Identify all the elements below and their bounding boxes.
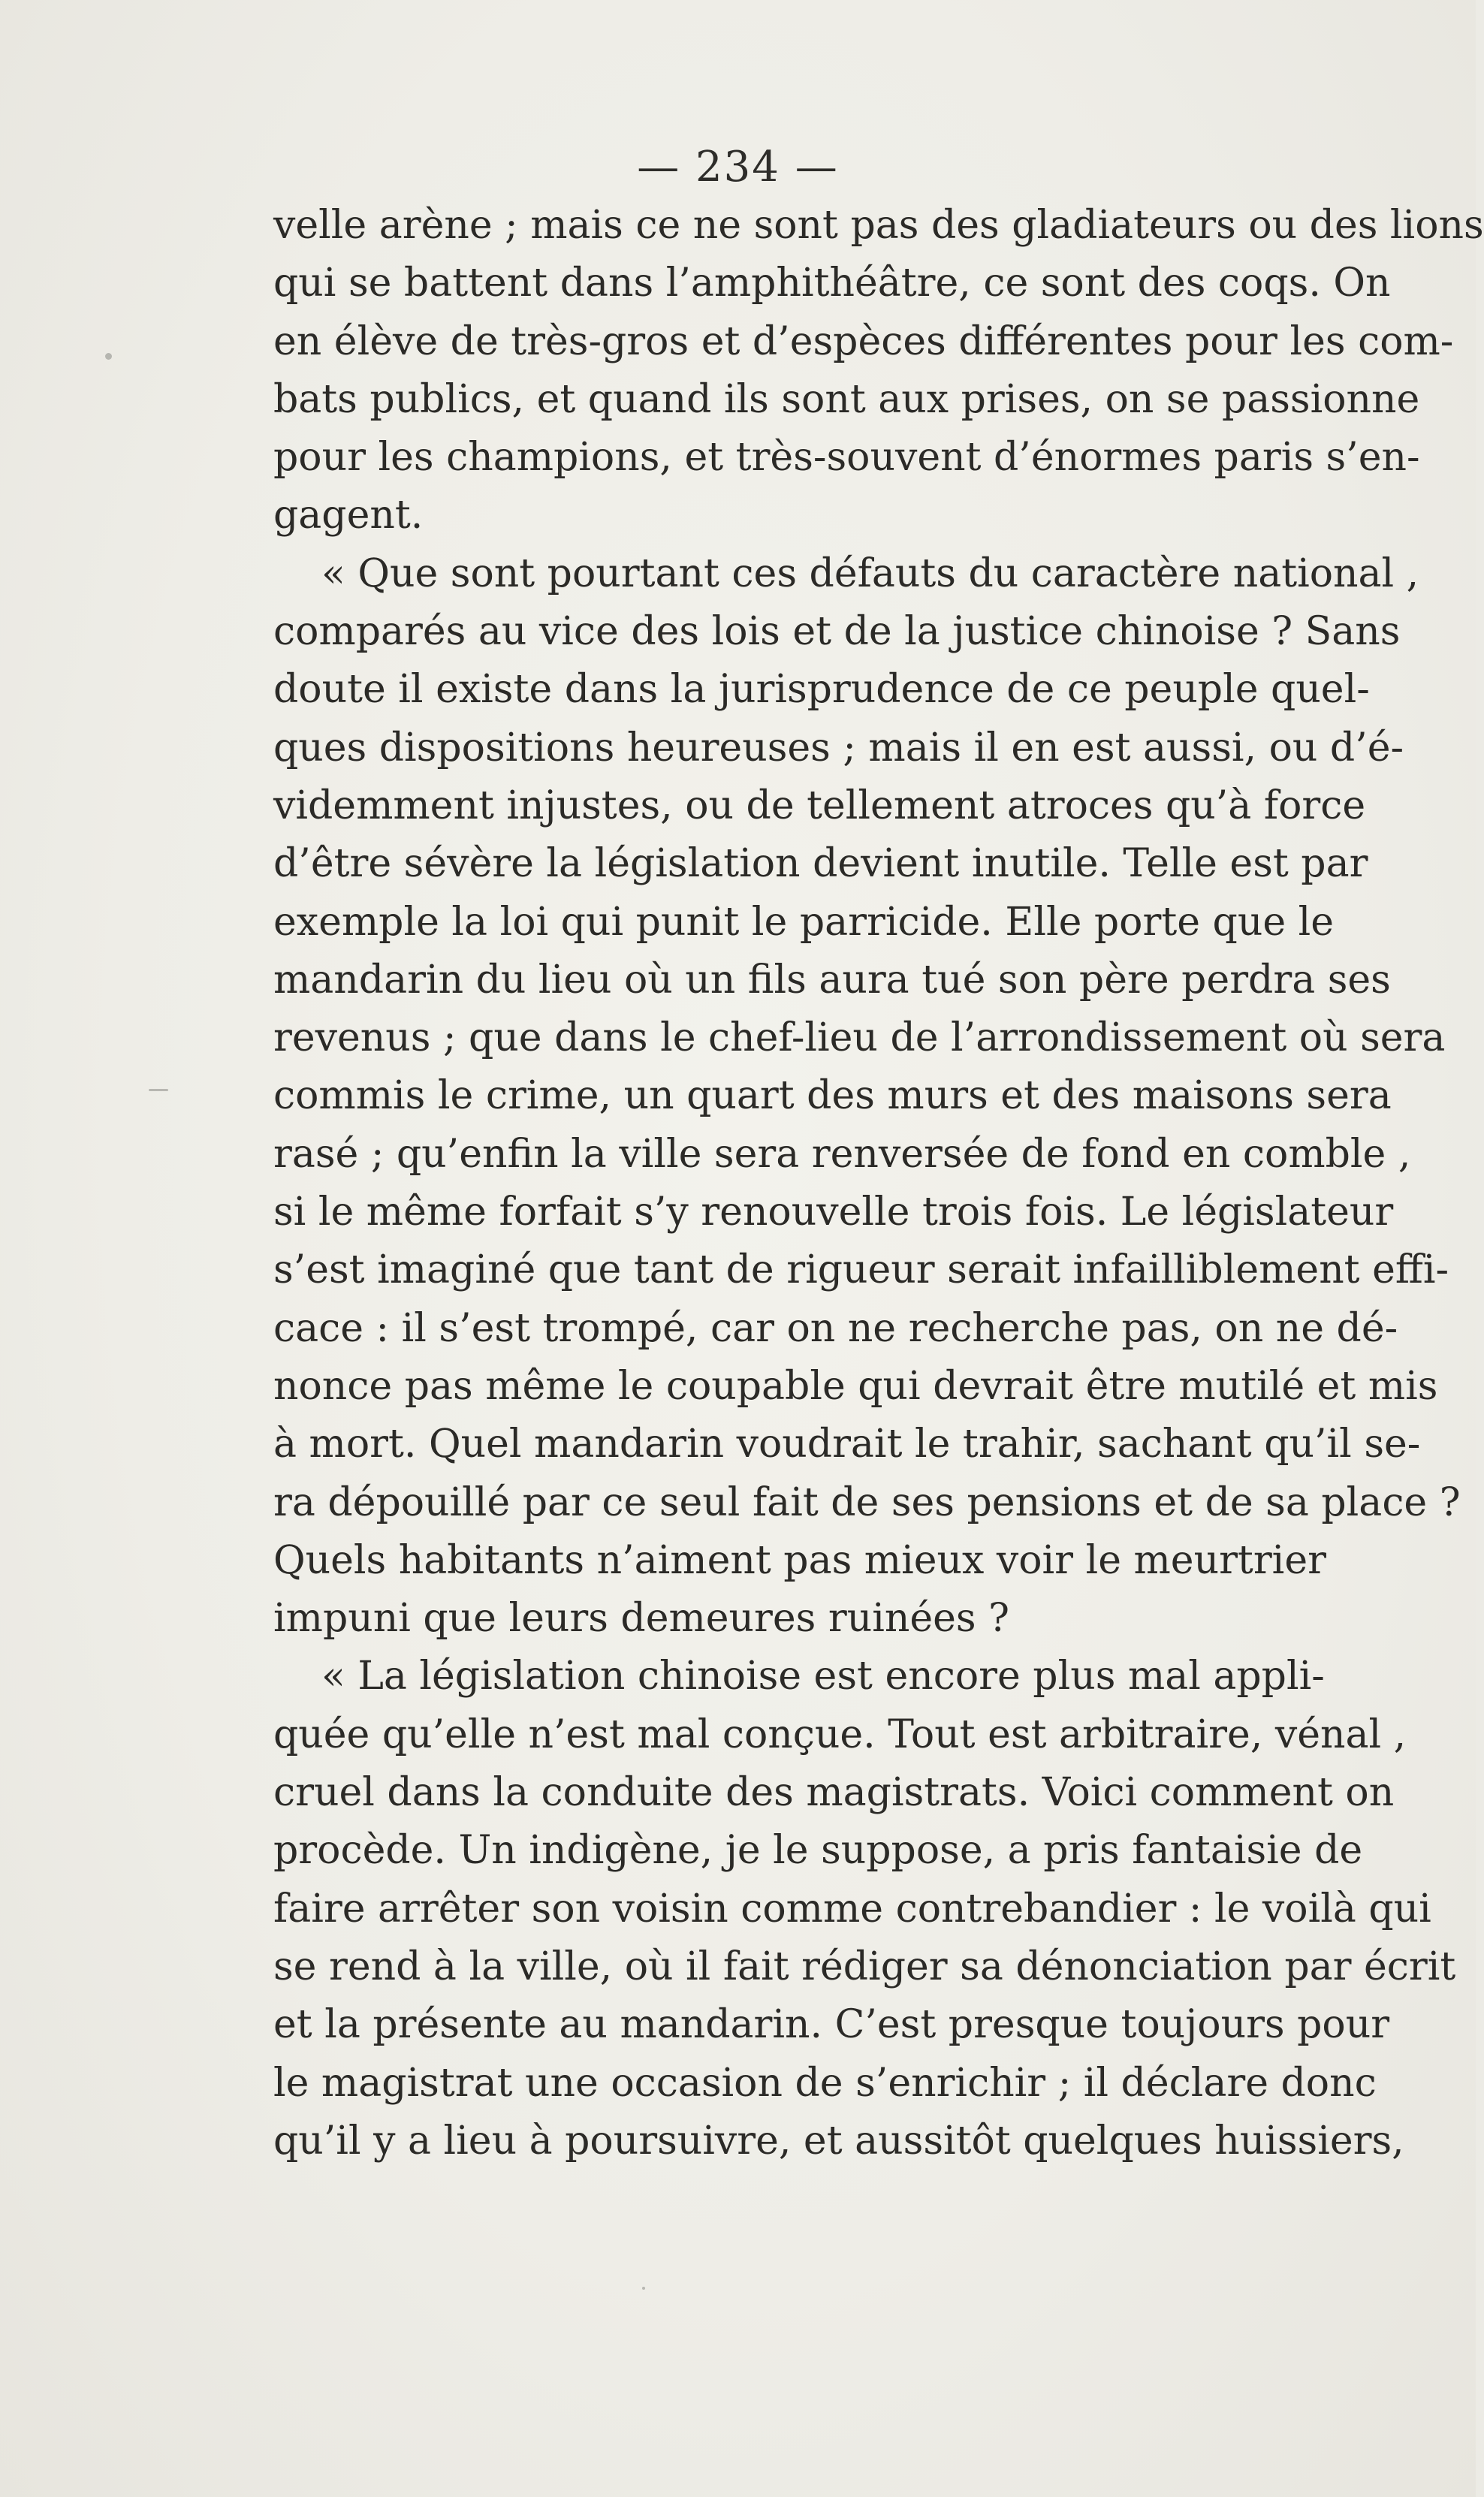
text-line: d’être sévère la législation devient inutile. Telle est par [273, 841, 1368, 887]
text-line: ques dispositions heureuses ; mais il en est aussi, ou d’é- [273, 725, 1404, 771]
text-line: commis le crime, un quart des murs et des maisons sera [273, 1073, 1392, 1119]
text-line: ra dépouillé par ce seul fait de ses pensions et de sa place ? [273, 1479, 1461, 1525]
text-line: rasé ; qu’enfin la ville sera renversée de fond en comble , [273, 1131, 1411, 1177]
text-line: doute il existe dans la jurisprudence de ce peuple quel- [273, 667, 1370, 713]
text-line: faire arrêter son voisin comme contrebandier : le voilà qui [273, 1886, 1431, 1932]
text-line: procède. Un indigène, je le suppose, a pris fantaisie de [273, 1828, 1363, 1874]
paragraph-start-line: « La législation chinoise est encore plus mal appli- [321, 1654, 1325, 1699]
text-line: bats publics, et quand ils sont aux prises, on se passionne [273, 376, 1420, 422]
text-line: cruel dans la conduite des magistrats. Voici comment on [273, 1770, 1395, 1816]
page-number: — 234 — [637, 143, 839, 191]
text-line: Quels habitants n’aiment pas mieux voir le meurtrier [273, 1537, 1326, 1583]
text-line: et la présente au mandarin. C’est presque toujours pour [273, 2002, 1390, 2048]
text-line: pour les champions, et très-souvent d’énormes paris s’en- [273, 435, 1420, 481]
paper-speck [149, 1089, 168, 1091]
text-line: velle arène ; mais ce ne sont pas des gladiateurs ou des lions [273, 203, 1484, 248]
text-line: qu’il y a lieu à poursuivre, et aussitôt quelques huissiers, [273, 2118, 1404, 2164]
text-line: le magistrat une occasion de s’enrichir ; il déclare donc [273, 2060, 1377, 2106]
text-line: comparés au vice des lois et de la justice chinoise ? Sans [273, 609, 1401, 655]
text-line: cace : il s’est trompé, car on ne recherche pas, on ne dé- [273, 1305, 1398, 1351]
text-line: impuni que leurs demeures ruinées ? [273, 1596, 1010, 1642]
paper-speck [105, 353, 112, 360]
text-line: se rend à la ville, où il fait rédiger sa dénonciation par écrit [273, 1944, 1456, 1989]
text-line: nonce pas même le coupable qui devrait être mutilé et mis [273, 1363, 1438, 1409]
text-line: gagent. [273, 493, 424, 538]
text-line: en élève de très-gros et d’espèces différentes pour les com- [273, 318, 1454, 364]
text-line: mandarin du lieu où un fils aura tué son père perdra ses [273, 957, 1391, 1003]
text-line: si le même forfait s’y renouvelle trois fois. Le législateur [273, 1190, 1394, 1235]
body-text [273, 197, 1484, 2170]
text-line: revenus ; que dans le chef-lieu de l’arrondissement où sera [273, 1015, 1446, 1061]
text-line: s’est imaginé que tant de rigueur serait infailliblement effi- [273, 1247, 1449, 1293]
text-line: à mort. Quel mandarin voudrait le trahir, sachant qu’il se- [273, 1422, 1421, 1467]
text-line: qui se battent dans l’amphithéâtre, ce sont des coqs. On [273, 261, 1391, 306]
paragraph-start-line: « Que sont pourtant ces défauts du caractère national , [321, 550, 1419, 596]
text-line: quée qu’elle n’est mal conçue. Tout est arbitraire, vénal , [273, 1711, 1407, 1757]
text-line: exemple la loi qui punit le parricide. Elle porte que le [273, 899, 1335, 945]
text-line: videmment injustes, ou de tellement atroces qu’à force [273, 783, 1366, 828]
paper-speck [642, 2287, 645, 2290]
